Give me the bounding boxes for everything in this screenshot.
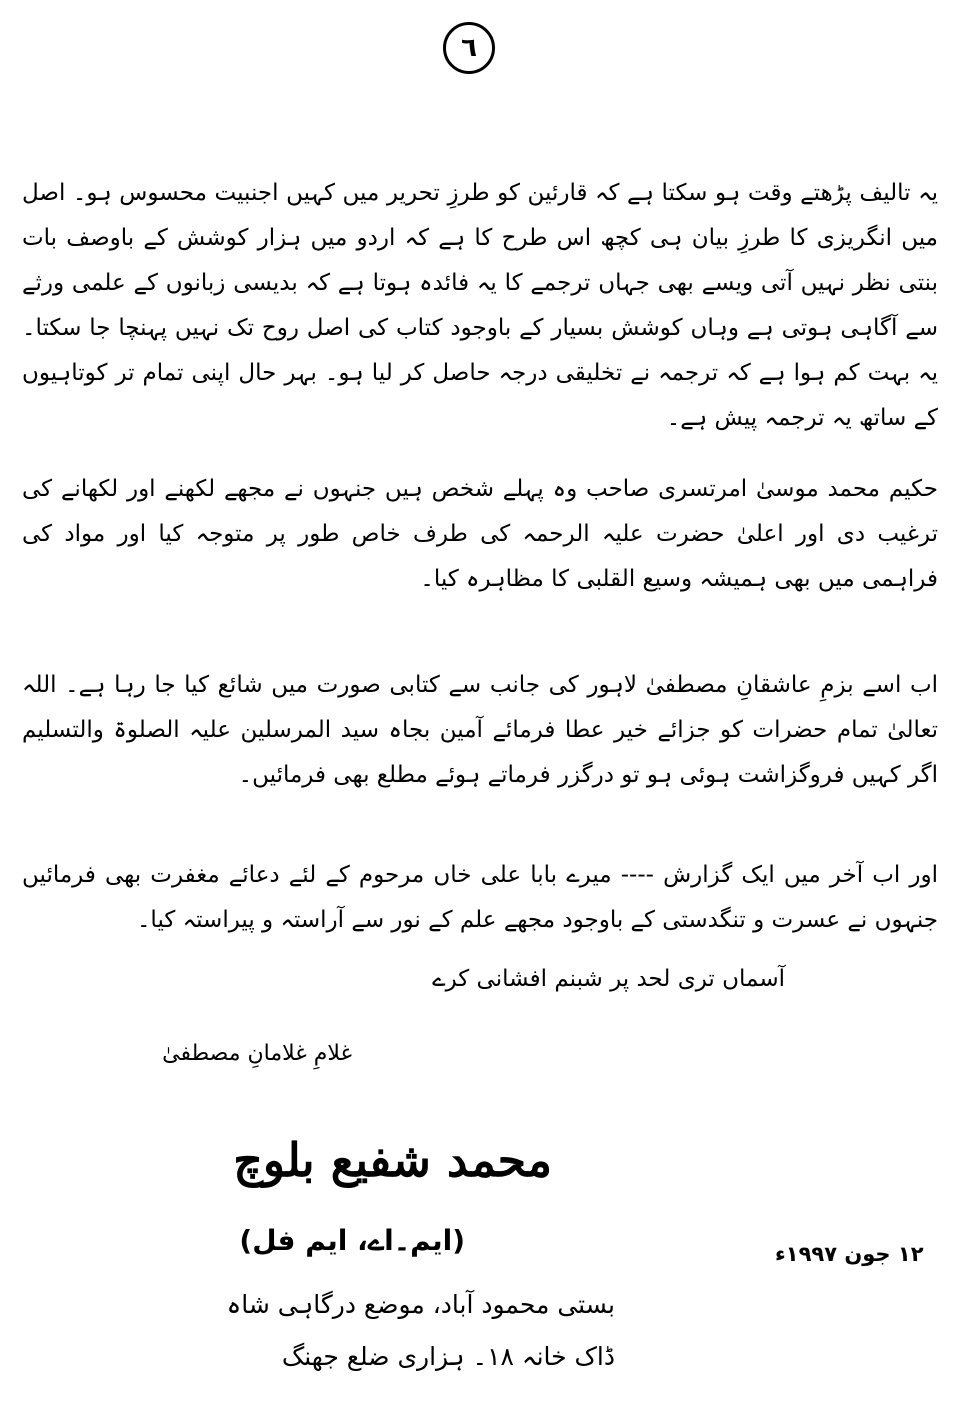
memorial-verse: آسماں تری لحد پر شبنم افشانی کرے [432, 966, 785, 992]
paragraph-final-request: اور اب آخر میں ایک گزارش ---- میرے بابا علی خاں مرحوم کے لئے دعائے مغفرت بھی فرمائیں جنہوں نے عسرت و تنگدستی کے باوجود مجھے علم کے نور سے آراستہ و پیراستہ کیا۔ [22, 862, 938, 933]
closing-salutation: غلامِ غلامانِ مصطفیٰ [162, 1041, 352, 1066]
author-degree: (ایم۔اے، ایم فل) [239, 1224, 465, 1257]
author-signature-name: محمد شفیع بلوچ [233, 1133, 552, 1187]
author-address-line2: ڈاک خانہ ۱۸۔ ہزاری ضلع جھنگ [281, 1342, 615, 1371]
document-date: ۱۲ جون ۱۹۹۷ء [775, 1242, 924, 1266]
page-number-text: ٦ [461, 33, 477, 63]
paragraph-publication: اب اسے بزمِ عاشقانِ مصطفیٰ لاہور کی جانب سے کتابی صورت میں شائع کیا جا رہا ہے۔ اللہ تعالیٰ تمام حضرات کو جزائے خیر عطا فرمائے آمین بجاہ سید المرسلین علیہ الصلوۃ والتسلیم اگر کہیں فروگزاشت ہوئی ہو تو درگزر فرماتے ہوئے مطلع بھی فرمائیں۔ [22, 672, 938, 788]
paragraph-acknowledgement: حکیم محمد موسیٰ امرتسری صاحب وہ پہلے شخص ہیں جنہوں نے مجھے لکھنے اور لکھانے کی ترغیب دی اور اعلیٰ حضرت علیہ الرحمہ کی طرف خاص طور پر متوجہ کیا اور مواد کی فراہمی میں بھی ہمیشہ وسیع القلبی کا مظاہرہ کیا۔ [22, 476, 938, 592]
page-number [443, 22, 495, 74]
paragraph-translation-note: یہ تالیف پڑھتے وقت ہو سکتا ہے کہ قارئین کو طرزِ تحریر میں کہیں اجنبیت محسوس ہو۔ اصل میں انگریزی کا طرزِ بیان ہی کچھ اس طرح کا ہے کہ اردو میں ہزار کوشش کے باوصف بات بنتی نظر نہیں آتی ویسے بھی جہاں ترجمے کا یہ فائدہ ہوتا ہے کہ بدیسی زبانوں کے علمی ورثے سے آگاہی ہوتی ہے وہاں کوشش بسیار کے باوجود کتاب کی اصل روح تک نہیں پہنچا جا سکتا۔ یہ بہت کم ہوا ہے کہ ترجمہ نے تخلیقی درجہ حاصل کر لیا ہو۔ بہر حال اپنی تمام تر کوتاہیوں کے ساتھ یہ ترجمہ پیش ہے۔ [22, 180, 938, 431]
author-address-line1: بستی محمود آباد، موضع درگاہی شاہ [226, 1290, 615, 1319]
